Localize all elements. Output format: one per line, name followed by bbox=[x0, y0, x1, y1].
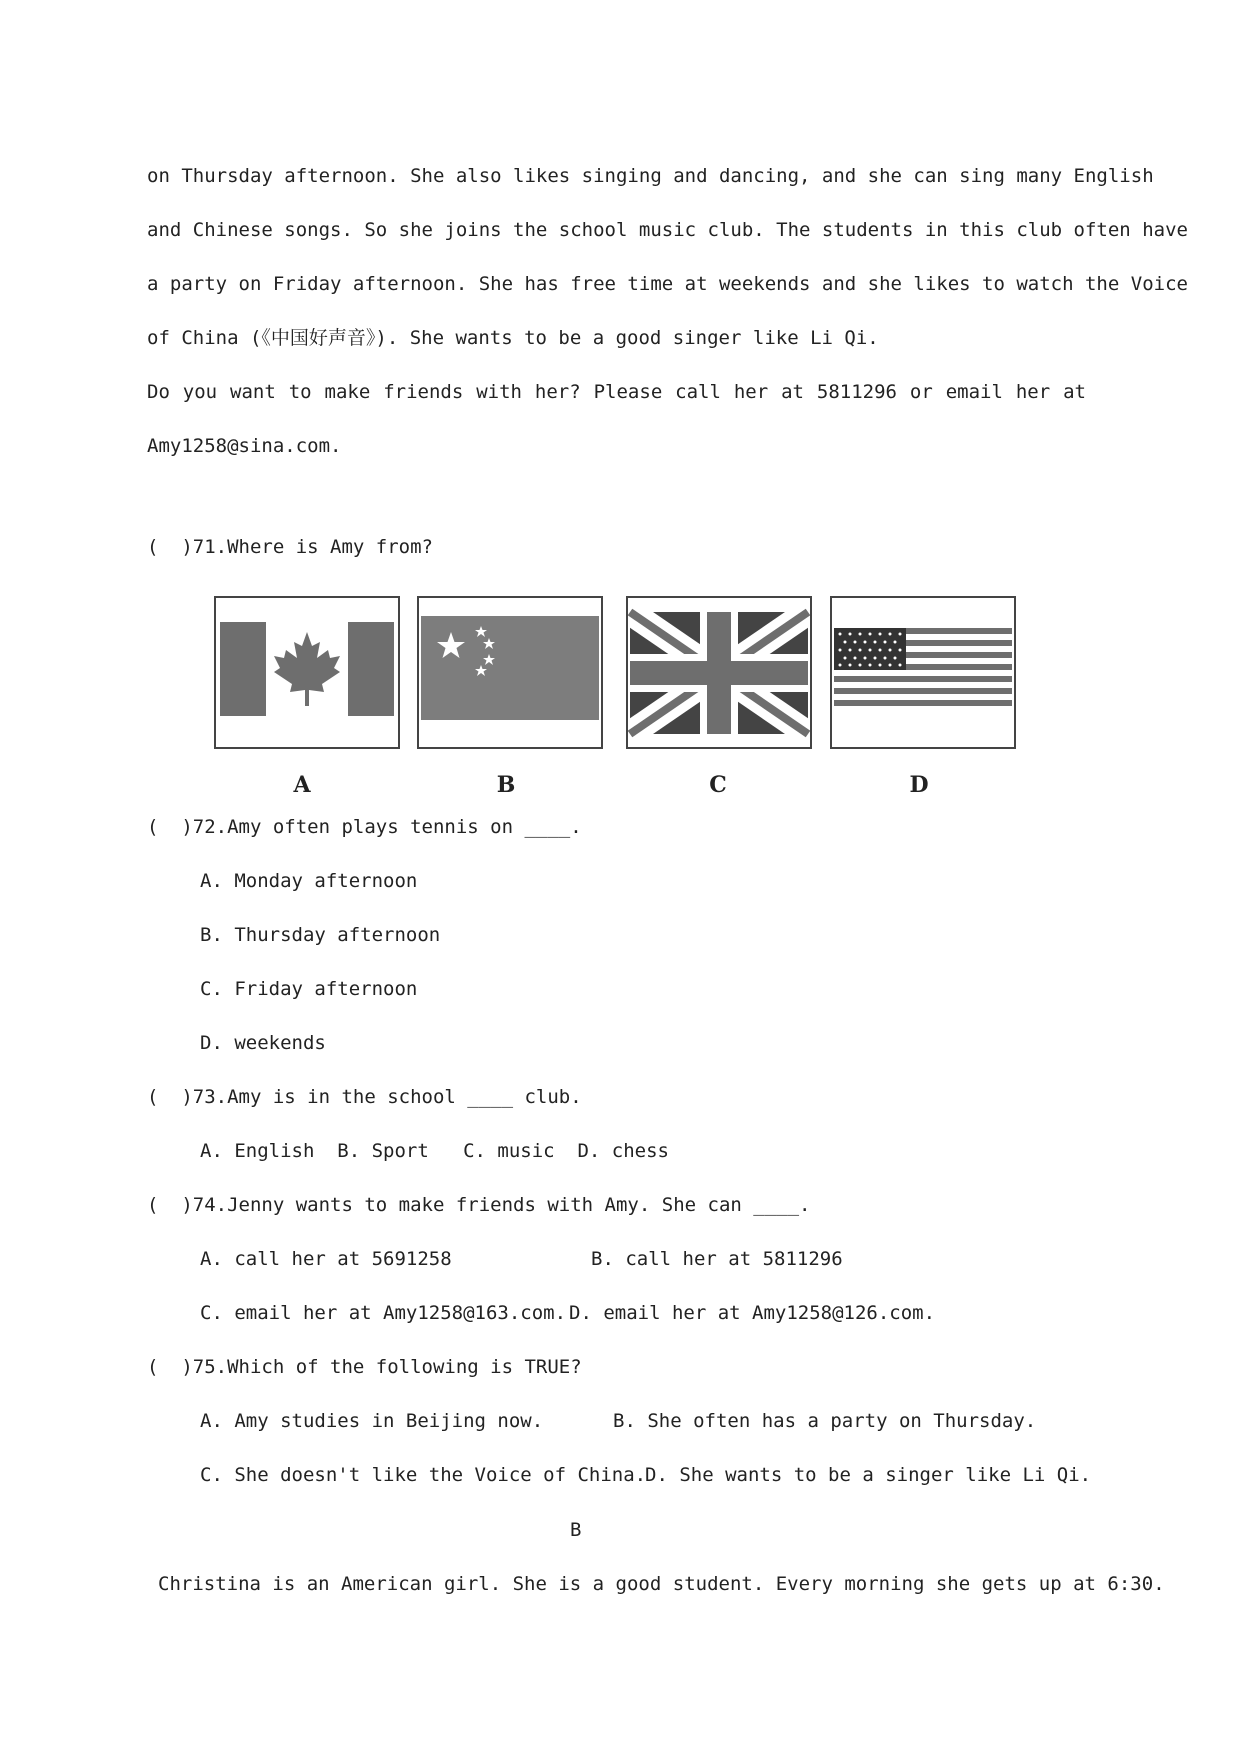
question-72: ( )72.Amy often plays tennis on ____. bbox=[147, 816, 582, 838]
q75-option-b: B. She often has a party on Thursday. bbox=[613, 1410, 1037, 1432]
flag-label-b: B bbox=[496, 772, 516, 798]
q74-option-a: A. call her at 5691258 bbox=[200, 1248, 452, 1270]
question-75: ( )75.Which of the following is TRUE? bbox=[147, 1356, 582, 1378]
question-73: ( )73.Amy is in the school ____ club. bbox=[147, 1086, 582, 1108]
section-b-heading: B bbox=[570, 1519, 582, 1541]
q75-option-d: D. She wants to be a singer like Li Qi. bbox=[645, 1464, 1092, 1486]
q74-option-c: C. email her at Amy1258@163.com. bbox=[200, 1302, 567, 1324]
canada-flag bbox=[214, 596, 400, 749]
q75-option-c: C. She doesn't like the Voice of China. bbox=[200, 1464, 647, 1486]
passage-line-1: on Thursday afternoon. She also likes singing and dancing, and she can sing many English bbox=[147, 165, 1154, 187]
maple-leaf-icon bbox=[274, 632, 340, 706]
q72-option-d: D. weekends bbox=[200, 1032, 326, 1054]
passage-line-5: Do you want to make friends with her? Please call her at 5811296 or email her at bbox=[147, 381, 1086, 403]
flag-label-c: C bbox=[709, 772, 727, 798]
question-71: ( )71.Where is Amy from? bbox=[147, 536, 433, 558]
q74-option-d: D. email her at Amy1258@126.com. bbox=[569, 1302, 936, 1324]
uk-flag bbox=[626, 596, 812, 749]
china-flag bbox=[417, 596, 603, 749]
section-b-first-line: Christina is an American girl. She is a good student. Every morning she gets up at 6:30. bbox=[158, 1573, 1165, 1595]
flag-label-d: D bbox=[909, 772, 929, 798]
flag-label-a: A bbox=[293, 772, 311, 798]
q73-options: A. English B. Sport C. music D. chess bbox=[200, 1140, 669, 1162]
q75-option-a: A. Amy studies in Beijing now. bbox=[200, 1410, 544, 1432]
passage-line-3: a party on Friday afternoon. She has free time at weekends and she likes to watch the Voice bbox=[147, 273, 1188, 295]
usa-flag bbox=[830, 596, 1016, 749]
passage-line-4: of China (《中国好声音》). She wants to be a good singer like Li Qi. bbox=[147, 327, 879, 349]
flag-options bbox=[214, 596, 1024, 796]
passage-line-2: and Chinese songs. So she joins the school music club. The students in this club often have bbox=[147, 219, 1188, 241]
q72-option-b: B. Thursday afternoon bbox=[200, 924, 441, 946]
question-74: ( )74.Jenny wants to make friends with Amy. She can ____. bbox=[147, 1194, 811, 1216]
q74-option-b: B. call her at 5811296 bbox=[591, 1248, 843, 1270]
q72-option-a: A. Monday afternoon bbox=[200, 870, 418, 892]
q72-option-c: C. Friday afternoon bbox=[200, 978, 418, 1000]
passage-line-6: Amy1258@sina.com. bbox=[147, 435, 342, 457]
